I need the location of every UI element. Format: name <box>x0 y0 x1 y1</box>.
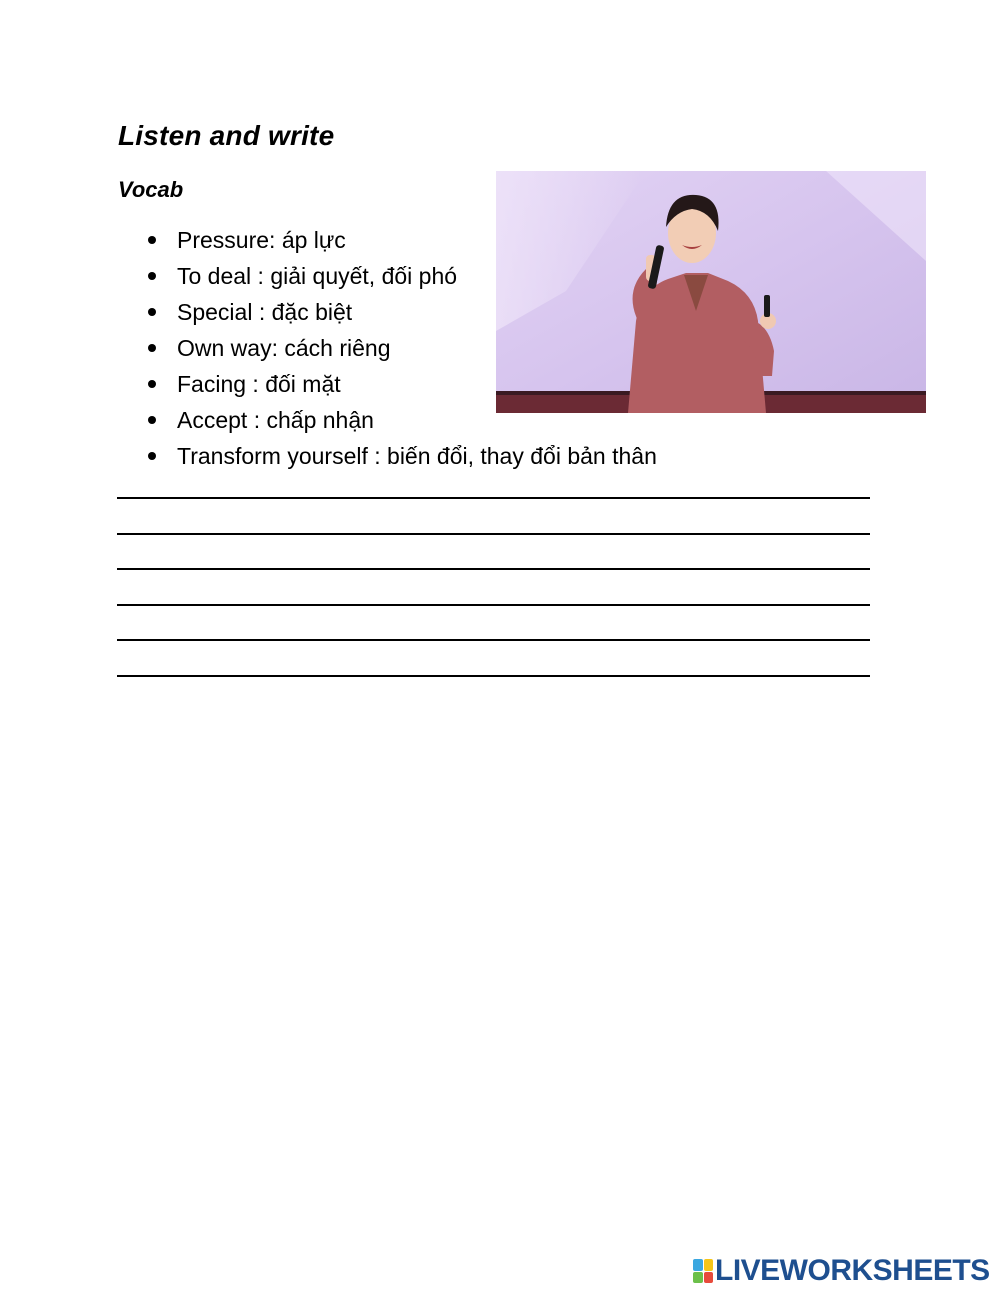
vocab-heading: Vocab <box>118 177 184 202</box>
bullet-icon <box>148 344 156 352</box>
vocab-item: To deal : giải quyết, đối phó <box>146 258 657 294</box>
vocab-item: Own way: cách riêng <box>146 330 657 366</box>
vocab-item: Special : đặc biệt <box>146 294 657 330</box>
answer-line[interactable] <box>117 533 870 535</box>
bullet-icon <box>148 380 156 388</box>
bullet-icon <box>148 452 156 460</box>
vocab-item: Facing : đối mặt <box>146 366 657 402</box>
answer-line[interactable] <box>117 604 870 606</box>
bullet-icon <box>148 236 156 244</box>
vocab-item: Transform yourself : biến đổi, thay đổi bản thân <box>146 438 657 474</box>
logo-blocks-icon <box>693 1259 713 1283</box>
answer-line[interactable] <box>117 497 870 499</box>
worksheet-title: Listen and write <box>118 120 335 151</box>
speaker-photo <box>496 171 926 413</box>
answer-line[interactable] <box>117 675 870 677</box>
answer-line[interactable] <box>117 639 870 641</box>
bullet-icon <box>148 308 156 316</box>
answer-lines <box>117 497 870 711</box>
speaker-illustration <box>496 171 926 413</box>
bullet-icon <box>148 416 156 424</box>
logo-wordmark: LIVEWORKSHEETS <box>715 1254 990 1287</box>
liveworksheets-logo[interactable] <box>693 1256 990 1286</box>
answer-line[interactable] <box>117 568 870 570</box>
vocab-item: Pressure: áp lực <box>146 222 657 258</box>
vocab-item: Accept : chấp nhận <box>146 402 657 438</box>
bullet-icon <box>148 272 156 280</box>
